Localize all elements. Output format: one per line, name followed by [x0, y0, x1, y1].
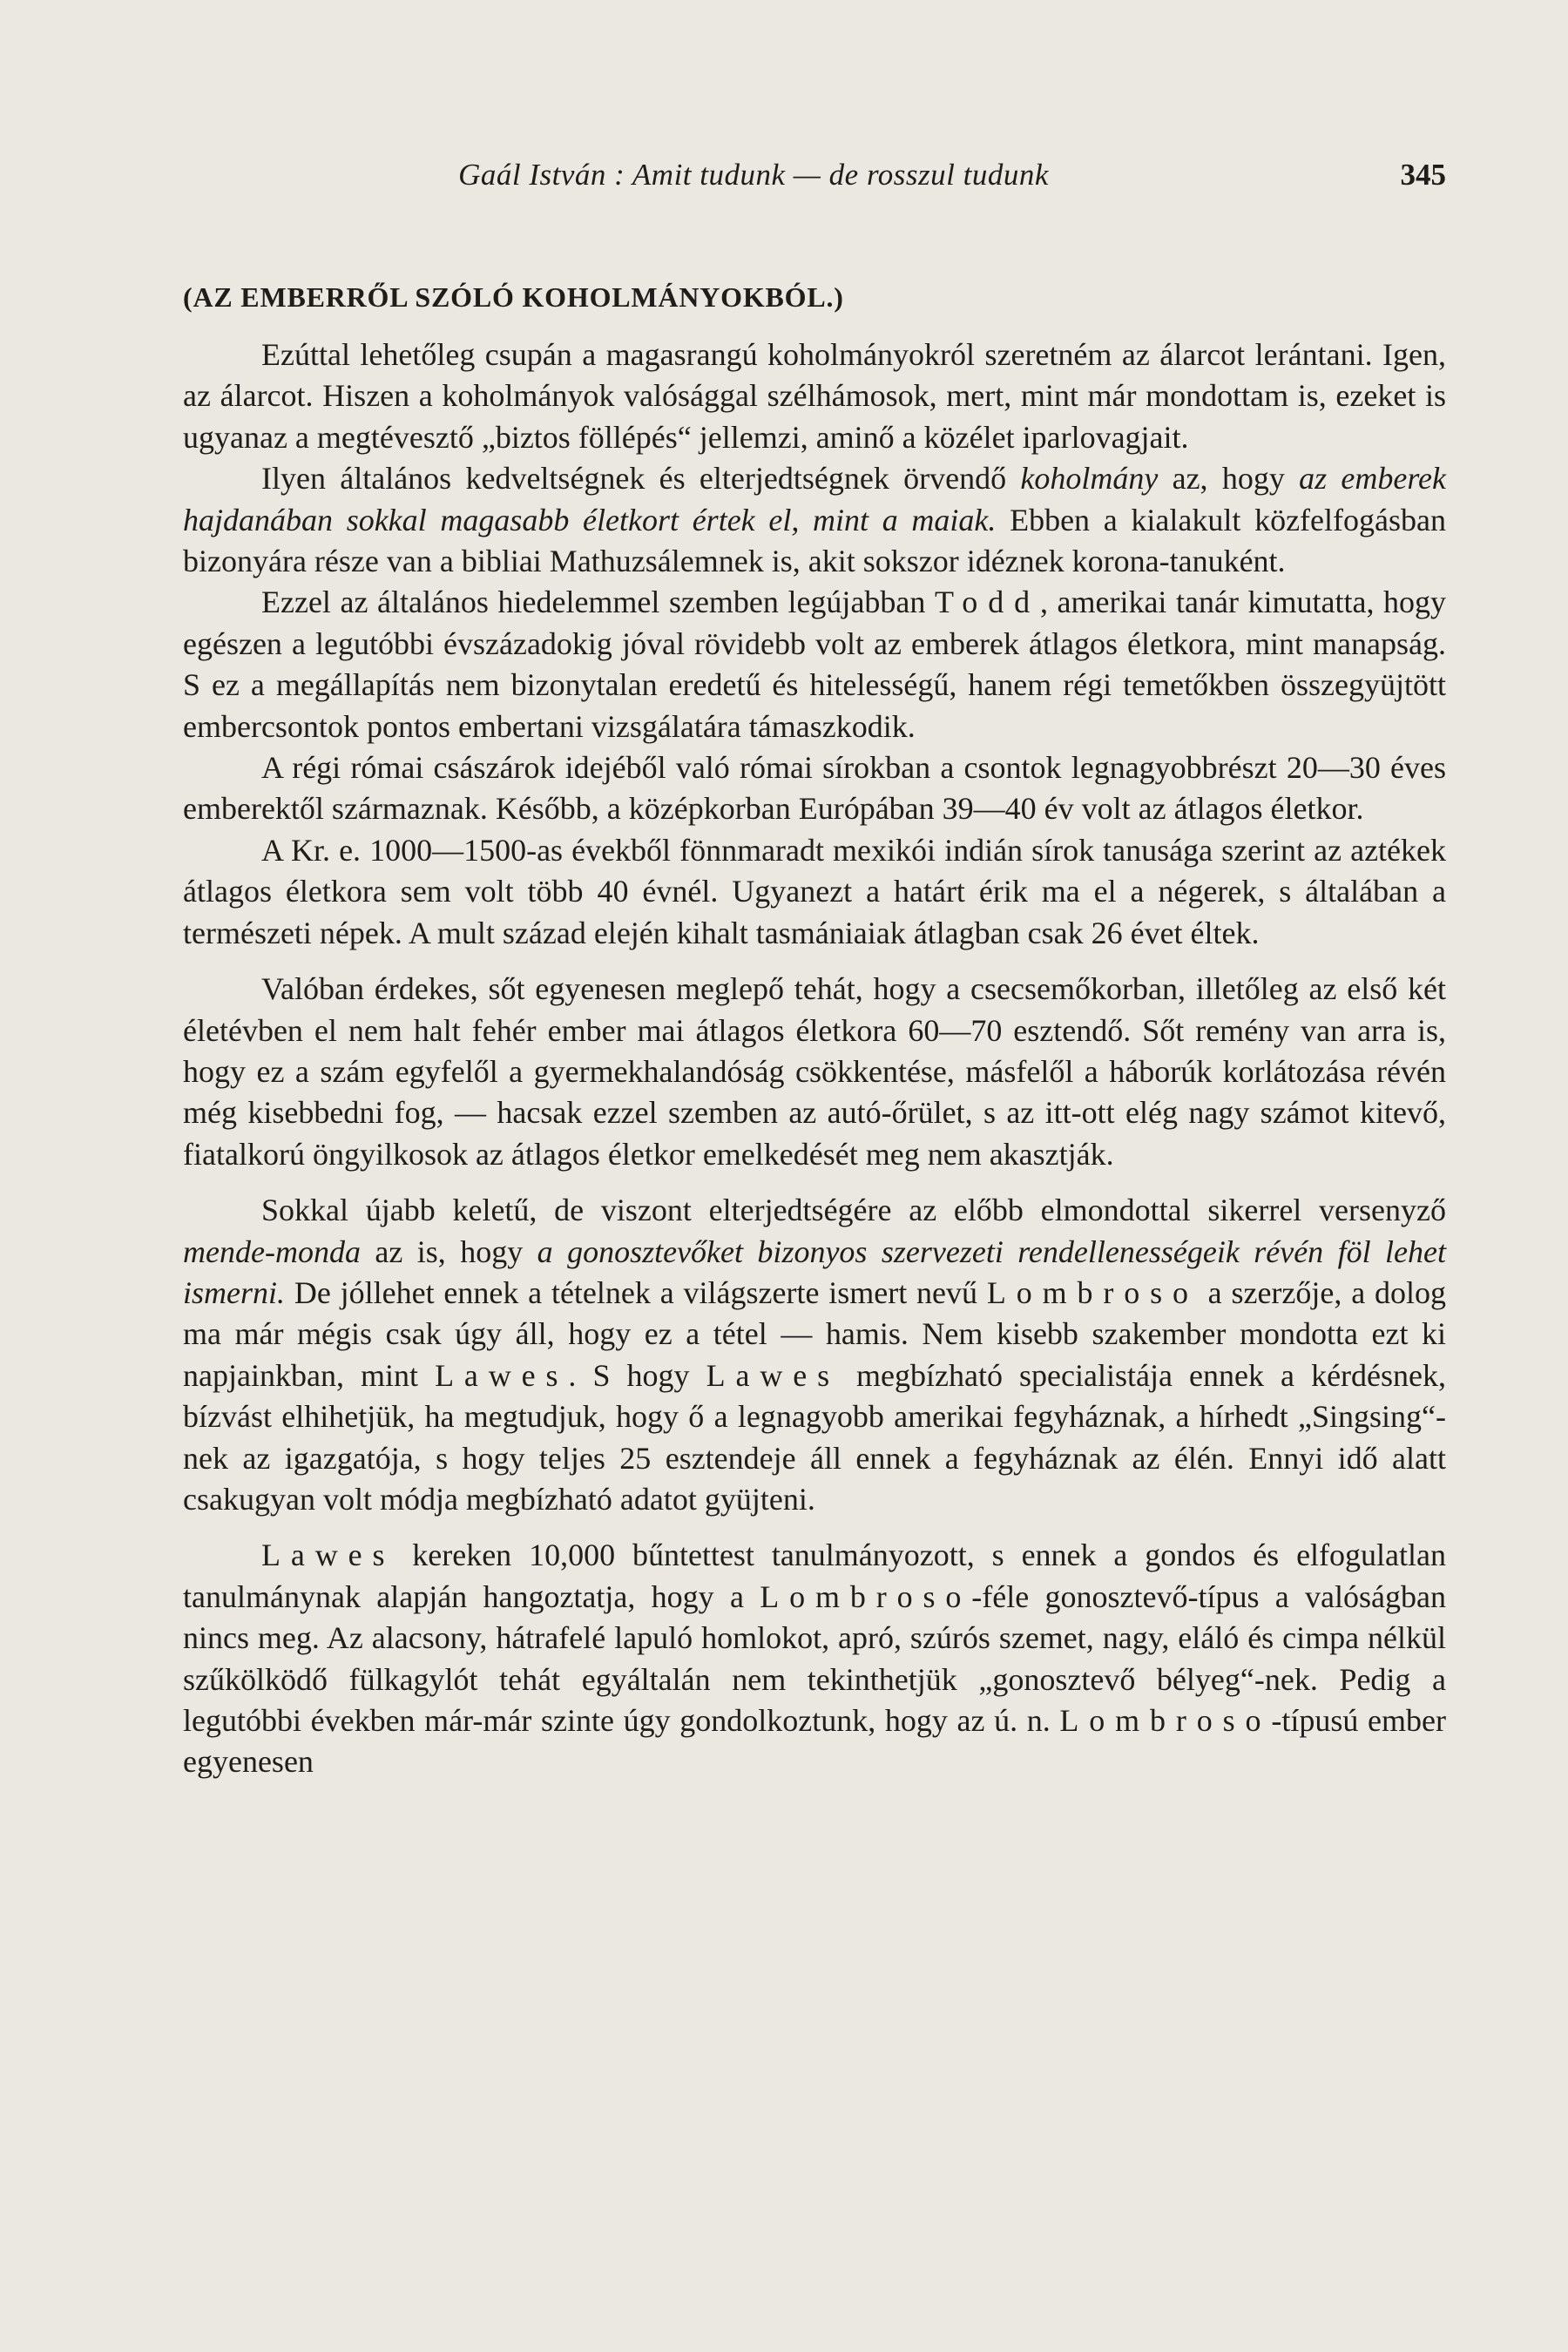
paragraph: Ezzel az általános hiedelemmel szemben legújabban Todd, amerikai tanár kimutatta, hogy egészen a legutóbbi évszázadokig jóval rövidebb volt az emberek átlagos életkora, mint manapság. S ez a megállapítás nem bizonytalan eredetű és hitelességű, hanem régi temetőkben összegyüjtött embercsontok pontos embertani vizsgálatára támaszkodik.: [183, 585, 1446, 744]
italic-phrase: az emberek hajdanában sokkal magasabb életkort értek el, mint a maiak.: [183, 461, 1446, 537]
spaced-name: Lombroso: [1059, 1703, 1272, 1738]
spaced-name: Lombroso: [760, 1578, 972, 1614]
italic-term: mende-monda: [183, 1233, 361, 1269]
spaced-name: Todd: [934, 585, 1040, 620]
spaced-name: Lombroso: [986, 1274, 1199, 1310]
italic-phrase: a gonosztevőket bizonyos szervezeti rendellenességeik révén föl lehet ismerni.: [183, 1233, 1446, 1310]
page-number: 345: [1400, 158, 1446, 192]
spaced-name: Lawes: [706, 1357, 840, 1393]
running-header: [183, 153, 1446, 197]
paragraph: Sokkal újabb keletű, de viszont elterjedtségére az előbb elmondottal sikerrel versenyző mende-monda az is, hogy a gonosztevőket bizonyos szervezeti rendellenességeik révén föl lehet ismerni. De jóllehet ennek a tételnek a világszerte ismert nevű Lombroso a szerzője, a dolog ma már mégis csak úgy áll, hogy ez a tétel — hamis. Nem kisebb szakember mondotta ezt ki napjainkban, mint Lawes. S hogy Lawes megbízható specialistája ennek a kérdésnek, bízvást elhihetjük, ha megtudjuk, hogy ő a legnagyobb amerikai fegyháznak, a hírhedt „Singsing“-nek az igazgatója, s hogy teljes 25 esztendeje áll ennek a fegyháznak az élén. Ennyi idő alatt csakugyan volt módja megbízható adatot gyüjteni.: [183, 1193, 1446, 1517]
paragraph: Ilyen általános kedveltségnek és elterjedtségnek örvendő koholmány az, hogy az emberek hajdanában sokkal magasabb életkort értek el, mint a maiak. Ebben a kialakult közfelfogásban bizonyára része van a bibliai Mathuzsálemnek is, akit sokszor idéznek korona-tanuként.: [183, 461, 1446, 579]
italic-term: koholmány: [1020, 461, 1159, 497]
spaced-name: Lawes: [435, 1357, 569, 1393]
paragraph: A Kr. e. 1000—1500-as évekből fönnmaradt mexikói indián sírok tanusága szerint az aztékek átlagos életkora sem volt több 40 évnél. Ugyanezt a határt érik ma el a négerek, s általában a természeti népek. A mult század elején kihalt tasmániaiak átlagban csak 26 évet éltek.: [183, 832, 1446, 950]
paragraph: Ezúttal lehetőleg csupán a magasrangú koholmányokról szeretném az álarcot lerántani. Igen, az álarcot. Hiszen a koholmányok valósággal szélhámosok, mert, mint már mondottam is, ezeket is ugyanaz a megtévesztő „biztos föllépés“ jellemzi, aminő a közélet iparlovagjait.: [183, 337, 1446, 455]
paragraph: Lawes kereken 10,000 bűntettest tanulmányozott, s ennek a gondos és elfogulatlan tanulmánynak alapján hangoztatja, hogy a Lombroso-féle gonosztevő-típus a valóságban nincs meg. Az alacsony, hátrafelé lapuló homlokot, apró, szúrós szemet, nagy, eláló és cimpa nélkül szűkölködő fülkagylót tehát egyáltalán nem tekinthetjük „gonosztevő bélyeg“-nek. Pedig a legutóbbi években már-már szinte úgy gondolkoztunk, hogy az ú. n. Lombroso-típusú ember egyenesen: [183, 1538, 1446, 1780]
paragraph: Valóban érdekes, sőt egyenesen meglepő tehát, hogy a csecsemőkorban, illetőleg az első két életévben el nem halt fehér ember mai átlagos életkora 60—70 esztendő. Sőt remény van arra is, hogy ez a szám egyfelől a gyermekhalandóság csökkentése, másfelől a háborúk korlátozása révén még kisebbedni fog, — hacsak ezzel szemben az autó-őrület, s az itt-ott elég nagy számot kitevő, fiatalkorú öngyilkosok az átlagos életkor emelkedését meg nem akasztják.: [183, 971, 1446, 1172]
running-title: Gaál István : Amit tudunk — de rosszul tudunk: [458, 158, 1049, 192]
paragraph: A régi római császárok idejéből való római sírokban a csontok legnagyobbrészt 20—30 éves emberektől származnak. Később, a középkorban Európában 39—40 év volt az átlagos életkor.: [183, 750, 1446, 827]
section-heading: (AZ EMBERRŐL SZÓLÓ KOHOLMÁNYOKBÓL.): [183, 281, 844, 313]
body-text: [183, 277, 1446, 1783]
spaced-name: Lawes: [261, 1538, 395, 1573]
